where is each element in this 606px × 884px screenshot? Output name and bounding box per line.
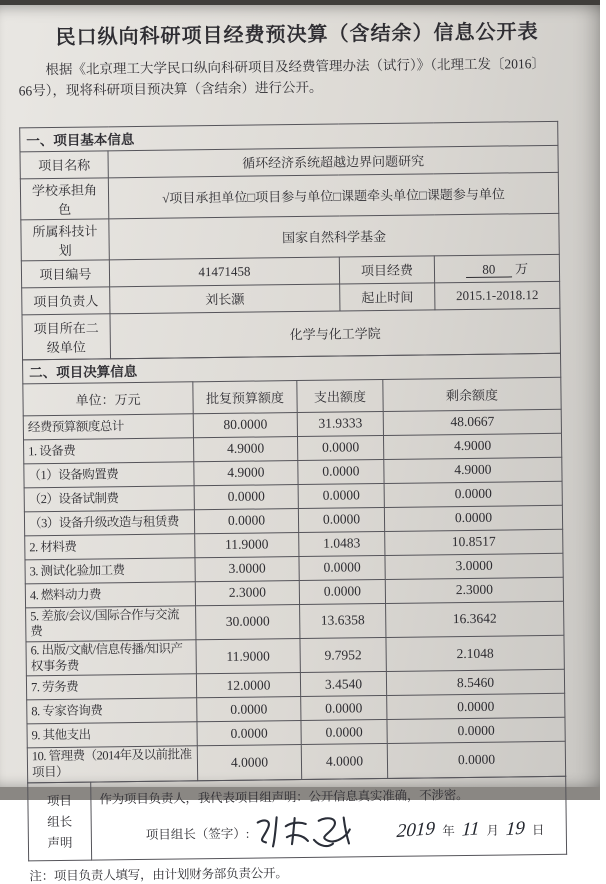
declaration-body <box>91 776 567 860</box>
project-name-value: 循环经济系统超越边界问题研究 <box>108 145 558 177</box>
role-label: 学校承担角色 <box>20 178 108 220</box>
budget-table <box>22 353 566 783</box>
intro-paragraph: 根据《北京理工大学民口纵向科研项目及经费管理办法（试行）》（北理工发〔2016〕66号），现将科研项目预决算（含结余）进行公开。 <box>18 56 539 99</box>
budget-spent: 0.0000 <box>298 459 384 484</box>
budget-remaining: 3.0000 <box>385 553 563 579</box>
day-character: 日 <box>531 822 545 837</box>
budget-row-label: 10. 管理费（2014年及以前批准项目） <box>27 746 197 782</box>
budget-remaining: 0.0000 <box>384 481 562 507</box>
funding-label: 项目经费 <box>339 256 434 284</box>
unit-value: 化学与化工学院 <box>110 308 561 358</box>
budget-remaining: 2.3000 <box>385 577 563 603</box>
budget-spent: 4.0000 <box>301 744 387 779</box>
period-value: 2015.1-2018.12 <box>435 281 560 310</box>
budget-row-label: 8. 专家咨询费 <box>27 698 197 724</box>
budget-spent: 0.0000 <box>297 435 383 460</box>
budget-remaining: 0.0000 <box>387 718 565 744</box>
unit-label: 项目所在二级单位 <box>22 314 111 360</box>
funding-unit: 万 <box>514 261 529 277</box>
declaration-statement: 作为项目负责人，我代表项目组声明：公开信息真实准确，不涉密。 <box>99 787 469 807</box>
table-row <box>21 213 559 261</box>
budget-row-label: 2. 材料费 <box>25 534 195 560</box>
document-content <box>0 1 606 884</box>
budget-row-label: 4. 燃料动力费 <box>25 582 195 608</box>
declaration-label-line: 项目 <box>46 793 73 808</box>
sign-label: 项目组长（签字）: <box>145 826 250 842</box>
budget-approved: 0.0000 <box>194 508 298 533</box>
budget-remaining: 48.0667 <box>383 409 561 435</box>
paper-sheet <box>0 5 600 883</box>
table-row <box>20 172 558 220</box>
budget-row-label: 1. 设备费 <box>24 438 194 464</box>
signature-handwriting <box>251 812 363 851</box>
declaration-label-line: 声明 <box>47 835 73 851</box>
budget-spent: 3.4540 <box>300 672 386 697</box>
basic-info-table <box>19 121 561 361</box>
date-year-handwritten: 2019 <box>396 817 437 842</box>
budget-approved: 4.9000 <box>193 436 297 461</box>
section1-title: 一、项目基本信息 <box>20 121 558 152</box>
footnote: 注：项目负责人填写，由计划财务部负责公开。 <box>29 865 288 883</box>
budget-remaining: 0.0000 <box>387 742 565 778</box>
budget-remaining: 16.3642 <box>386 601 564 637</box>
column-header-remaining: 剩余额度 <box>383 377 561 411</box>
column-header-spent: 支出额度 <box>297 379 383 412</box>
budget-row-label: 3. 测试化验加工费 <box>25 558 195 584</box>
funding-amount: 80 <box>466 263 512 279</box>
role-checkbox-value: √项目承担单位□项目参与单位□课题牵头单位□课题参与单位 <box>108 172 558 218</box>
budget-spent: 31.9333 <box>297 411 383 436</box>
budget-spent: 0.0000 <box>301 696 387 721</box>
project-number-label: 项目编号 <box>21 260 109 288</box>
budget-spent: 0.0000 <box>298 507 384 532</box>
leader-value: 刘长灏 <box>110 284 340 314</box>
declaration-table <box>27 775 567 861</box>
budget-remaining: 4.9000 <box>384 457 562 483</box>
date-day-handwritten: 19 <box>505 817 526 840</box>
budget-approved: 3.0000 <box>195 556 299 581</box>
date-month-handwritten: 11 <box>461 817 481 841</box>
column-header-approved: 批复预算额度 <box>193 380 297 413</box>
budget-spent: 0.0000 <box>299 579 385 604</box>
budget-row-label: 经费预算额度总计 <box>23 414 193 440</box>
year-character: 年 <box>442 823 455 838</box>
budget-spent: 9.7952 <box>300 638 386 673</box>
budget-approved: 11.9000 <box>196 639 300 675</box>
leader-label: 项目负责人 <box>22 287 110 315</box>
budget-remaining: 0.0000 <box>387 694 565 720</box>
budget-row-label: （2）设备试制费 <box>24 486 194 512</box>
signature-line <box>100 809 558 853</box>
budget-spent: 0.0000 <box>301 720 387 745</box>
month-character: 月 <box>486 823 500 838</box>
budget-remaining: 4.9000 <box>383 433 561 459</box>
budget-approved: 80.0000 <box>193 412 297 437</box>
budget-remaining: 0.0000 <box>384 505 562 531</box>
budget-remaining: 8.5460 <box>386 670 564 696</box>
budget-row-label: （3）设备升级改造与租赁费 <box>24 510 194 536</box>
budget-spent: 1.0483 <box>299 531 385 556</box>
column-header-unit: 单位：万元 <box>23 382 193 416</box>
budget-approved: 0.0000 <box>194 484 298 509</box>
program-value: 国家自然科学基金 <box>109 213 559 259</box>
period-label: 起止时间 <box>340 283 435 311</box>
budget-remaining: 2.1048 <box>386 635 564 671</box>
signature-date <box>397 818 551 842</box>
budget-approved: 4.9000 <box>194 460 298 485</box>
project-number-value: 41471458 <box>109 257 339 287</box>
section2-title: 二、项目决算信息 <box>23 353 561 384</box>
budget-approved: 0.0000 <box>197 721 301 746</box>
table-row <box>22 308 561 360</box>
budget-spent: 13.6358 <box>300 603 386 638</box>
budget-approved: 4.0000 <box>197 745 301 781</box>
declaration-row <box>28 776 567 861</box>
program-label: 所属科技计划 <box>21 219 109 261</box>
budget-row-label: 6. 出版/文献/信息传播/知识产权事务费 <box>26 640 196 676</box>
page-title: 民口纵向科研项目经费预决算（含结余）信息公开表 <box>55 21 539 49</box>
funding-value <box>434 254 559 283</box>
budget-row-label: 5. 差旅/会议/国际合作与交流费 <box>26 606 196 642</box>
budget-remaining: 10.8517 <box>385 529 563 555</box>
budget-row-label: （1）设备购置费 <box>24 462 194 488</box>
budget-spent: 0.0000 <box>298 483 384 508</box>
budget-row-label: 7. 劳务费 <box>26 674 196 700</box>
budget-approved: 11.9000 <box>195 532 299 557</box>
budget-approved: 30.0000 <box>196 604 300 640</box>
declaration-label-line: 组长 <box>47 814 73 829</box>
budget-approved: 0.0000 <box>197 697 301 722</box>
declaration-label <box>28 782 92 861</box>
budget-row-label: 9. 其他支出 <box>27 722 197 748</box>
budget-spent: 0.0000 <box>299 555 385 580</box>
project-name-label: 项目名称 <box>20 151 108 179</box>
budget-approved: 2.3000 <box>195 580 299 605</box>
budget-approved: 12.0000 <box>196 673 300 698</box>
